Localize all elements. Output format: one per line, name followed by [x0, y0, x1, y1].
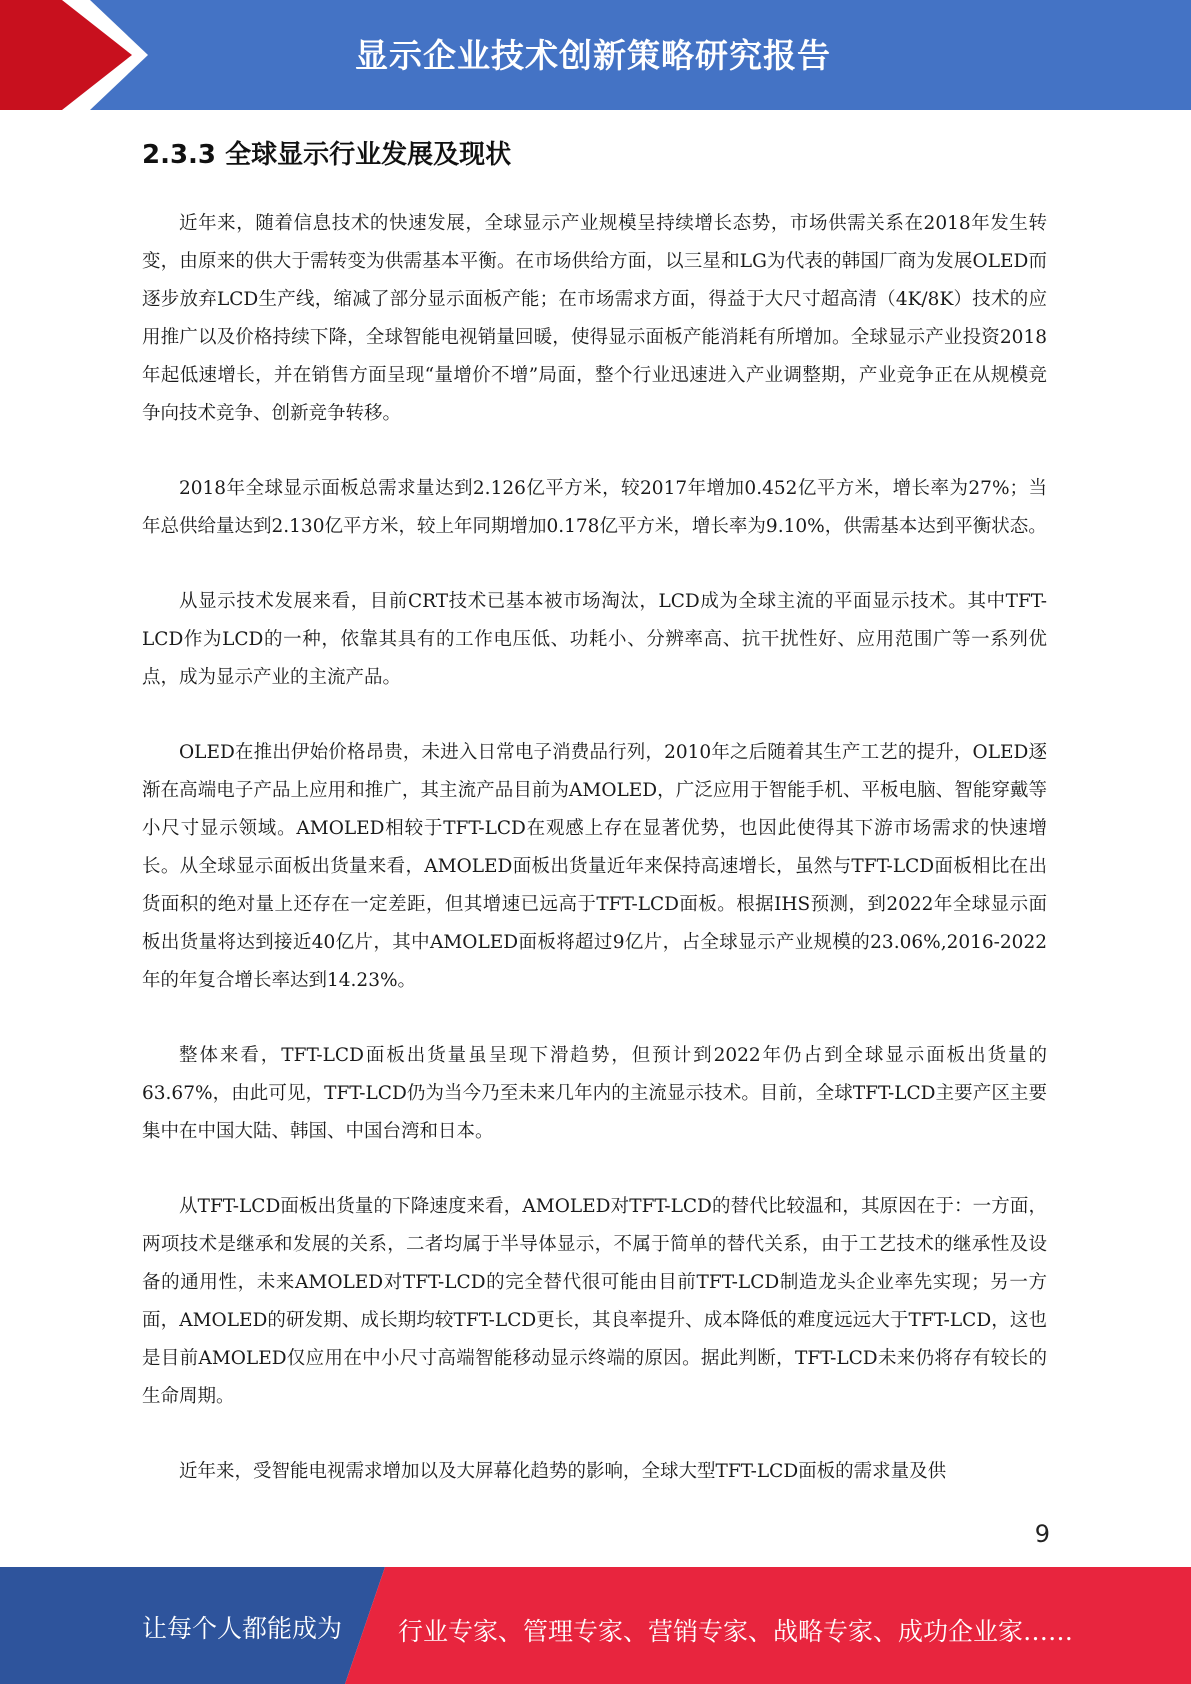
footer-slogan-right: 行业专家、管理专家、营销专家、战略专家、成功企业家……: [398, 1617, 1074, 1646]
paragraph: 近年来，随着信息技术的快速发展，全球显示产业规模呈持续增长态势，市场供需关系在2018年发生转变，由原来的供大于需转变为供需基本平衡。在市场供给方面，以三星和LG为代表的韩国厂商为发展OLED而逐步放弃LCD生产线，缩减了部分显示面板产能；在市场需求方面，得益于大尺寸超高清（4K/8K）技术的应用推广以及价格持续下降，全球智能电视销量回暖，使得显示面板产能消耗有所增加。全球显示产业投资2018年起低速增长，并在销售方面呈现“量增价不增”局面，整个行业迅速进入产业调整期，产业竞争正在从规模竞争向技术竞争、创新竞争转移。: [142, 213, 1047, 424]
page-footer: [0, 1567, 1191, 1684]
page-header: [0, 0, 1191, 110]
body-text: [142, 205, 1047, 1528]
header-title: 显示企业技术创新策略研究报告: [355, 36, 831, 75]
paragraph: 近年来，受智能电视需求增加以及大屏幕化趋势的影响，全球大型TFT-LCD面板的需求量及供: [179, 1461, 947, 1482]
paragraph: 2018年全球显示面板总需求量达到2.126亿平方米，较2017年增加0.452亿平方米，增长率为27%；当年总供给量达到2.130亿平方米，较上年同期增加0.178亿平方米，增长率为9.10%，供需基本达到平衡状态。: [142, 478, 1047, 537]
page-number: 9: [1034, 1520, 1050, 1548]
paragraph: 从显示技术发展来看，目前CRT技术已基本被市场淘汰，LCD成为全球主流的平面显示技术。其中TFT-LCD作为LCD的一种，依靠其具有的工作电压低、功耗小、分辨率高、抗干扰性好、应用范围广等一系列优点，成为显示产业的主流产品。: [142, 591, 1047, 688]
header-arrow-red: [0, 0, 132, 110]
section-title: 2.3.3 全球显示行业发展及现状: [142, 140, 512, 170]
paragraph: OLED在推出伊始价格昂贵，未进入日常电子消费品行列，2010年之后随着其生产工艺的提升，OLED逐渐在高端电子产品上应用和推广，其主流产品目前为AMOLED，广泛应用于智能手机、平板电脑、智能穿戴等小尺寸显示领域。AMOLED相较于TFT-LCD在观感上存在显著优势，也因此使得其下游市场需求的快速增长。从全球显示面板出货量来看，AMOLED面板出货量近年来保持高速增长，虽然与TFT-LCD面板相比在出货面积的绝对量上还存在一定差距，但其增速已远高于TFT-LCD面板。根据IHS预测，到2022年全球显示面板出货量将达到接近40亿片，其中AMOLED面板将超过9亿片，占全球显示产业规模的23.06%,2016-2022年的年复合增长率达到14.23%。: [142, 742, 1047, 991]
paragraph: 从TFT-LCD面板出货量的下降速度来看，AMOLED对TFT-LCD的替代比较温和，其原因在于：一方面，两项技术是继承和发展的关系，二者均属于半导体显示，不属于简单的替代关系，由于工艺技术的继承性及设备的通用性，未来AMOLED对TFT-LCD的完全替代很可能由目前TFT-LCD制造龙头企业率先实现；另一方面，AMOLED的研发期、成长期均较TFT-LCD更长，其良率提升、成本降低的难度远远大于TFT-LCD，这也是目前AMOLED仅应用在中小尺寸高端智能移动显示终端的原因。据此判断，TFT-LCD未来仍将存有较长的生命周期。: [142, 1196, 1047, 1407]
footer-slogan-left: 让每个人都能成为: [142, 1614, 343, 1643]
paragraph: 整体来看，TFT-LCD面板出货量虽呈现下滑趋势，但预计到2022年仍占到全球显示面板出货量的63.67%，由此可见，TFT-LCD仍为当今乃至未来几年内的主流显示技术。目前，全球TFT-LCD主要产区主要集中在中国大陆、韩国、中国台湾和日本。: [142, 1045, 1047, 1142]
